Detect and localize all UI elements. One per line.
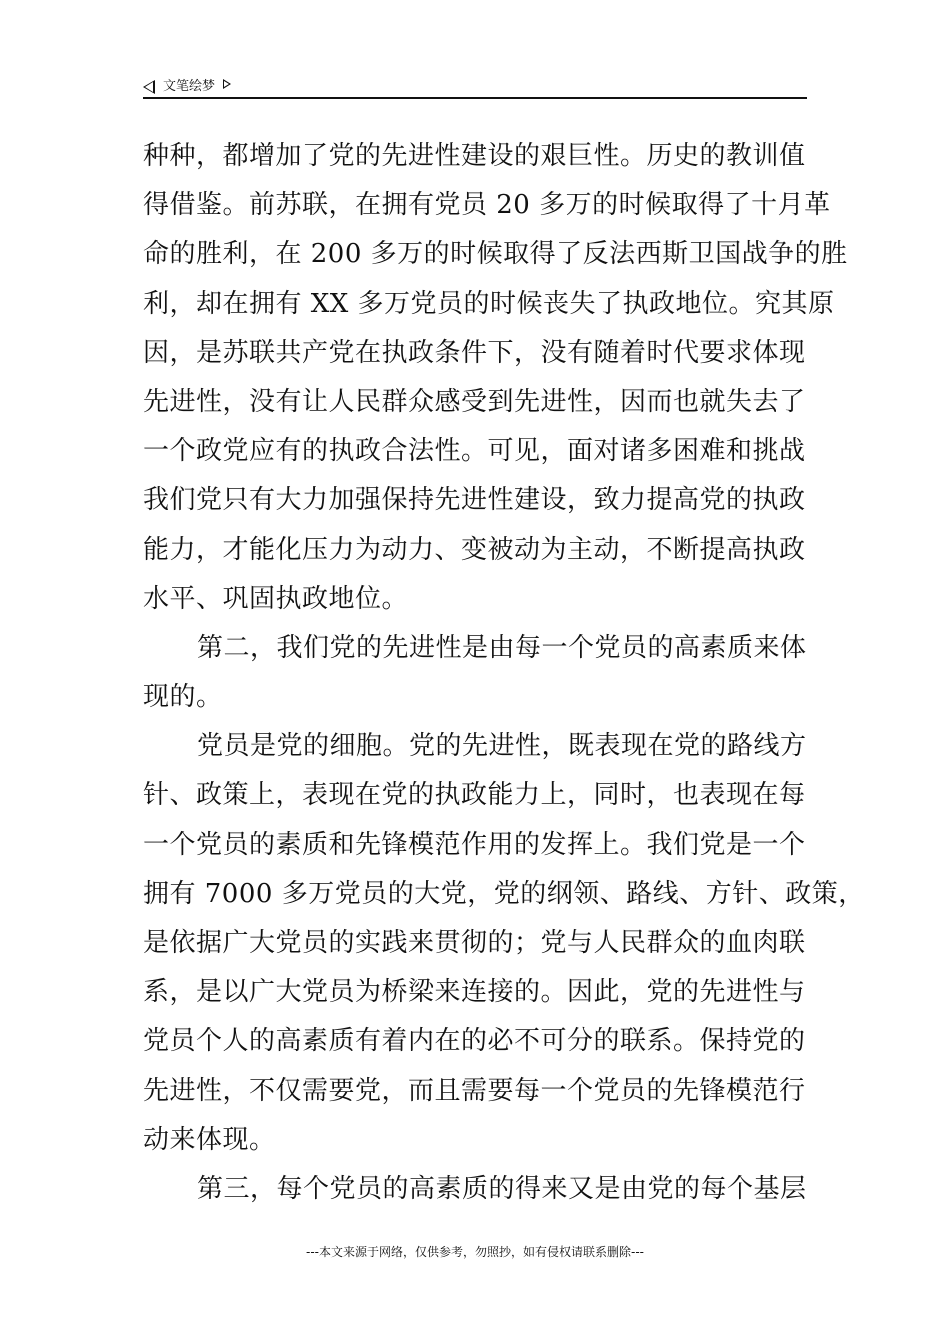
text-line: 水平、巩固执政地位。 <box>143 583 409 614</box>
text-line: 是依据广大党员的实践来贯彻的；党与人民群众的血肉联 <box>143 928 806 958</box>
page-footer: ---本文来源于网络，仅供参考，勿照抄，如有侵权请联系删除--- <box>306 1245 644 1259</box>
paragraph-start-line: 第二，我们党的先进性是由每一个党员的高素质来体 <box>197 632 807 663</box>
left-triangle-icon <box>143 80 155 94</box>
text-line: 我们党只有大力加强保持先进性建设，致力提高党的执政 <box>143 485 806 516</box>
text-line: 党员个人的高素质有着内在的必不可分的联系。保持党的 <box>143 1026 806 1057</box>
text-line: 命的胜利，在 200 多万的时候取得了反法西斯卫国战争的胜 <box>143 239 848 270</box>
text-line: 系，是以广大党员为桥梁来连接的。因此，党的先进性与 <box>143 977 806 1008</box>
text-line: 一个政党应有的执政合法性。可见，面对诸多困难和挑战 <box>143 436 806 467</box>
text-line: 针、政策上，表现在党的执政能力上，同时，也表现在每 <box>143 780 806 811</box>
text-line: 能力，才能化压力为动力、变被动为主动，不断提高执政 <box>143 534 806 565</box>
header-title-row <box>143 75 231 94</box>
header-divider <box>143 97 807 99</box>
text-line: 现的。 <box>143 682 223 713</box>
text-line: 种种，都增加了党的先进性建设的艰巨性。历史的教训值 <box>143 141 806 171</box>
text-line: 动来体现。 <box>143 1124 276 1155</box>
page-header <box>143 72 807 98</box>
text-line: 先进性，不仅需要党，而且需要每一个党员的先锋模范行 <box>143 1075 806 1106</box>
text-line: 拥有 7000 多万党员的大党，党的纲领、路线、方针、政策， <box>143 878 865 909</box>
right-triangle-icon <box>223 79 231 89</box>
text-line: 得借鉴。前苏联，在拥有党员 20 多万的时候取得了十月革 <box>143 190 831 221</box>
paragraph-start-line: 第三，每个党员的高素质的得来又是由党的每个基层 <box>197 1173 807 1204</box>
text-line: 一个党员的素质和先锋模范作用的发挥上。我们党是一个 <box>143 829 806 860</box>
text-line: 因，是苏联共产党在执政条件下，没有随着时代要求体现 <box>143 337 806 368</box>
document-body <box>143 132 865 1214</box>
paragraph-start-line: 党员是党的细胞。党的先进性，既表现在党的路线方 <box>197 731 807 762</box>
header-title: 文笔绘梦 <box>163 79 216 94</box>
text-line: 先进性，没有让人民群众感受到先进性，因而也就失去了 <box>143 386 806 417</box>
text-line: 利，却在拥有 XX 多万党员的时候丧失了执政地位。究其原 <box>143 288 835 319</box>
